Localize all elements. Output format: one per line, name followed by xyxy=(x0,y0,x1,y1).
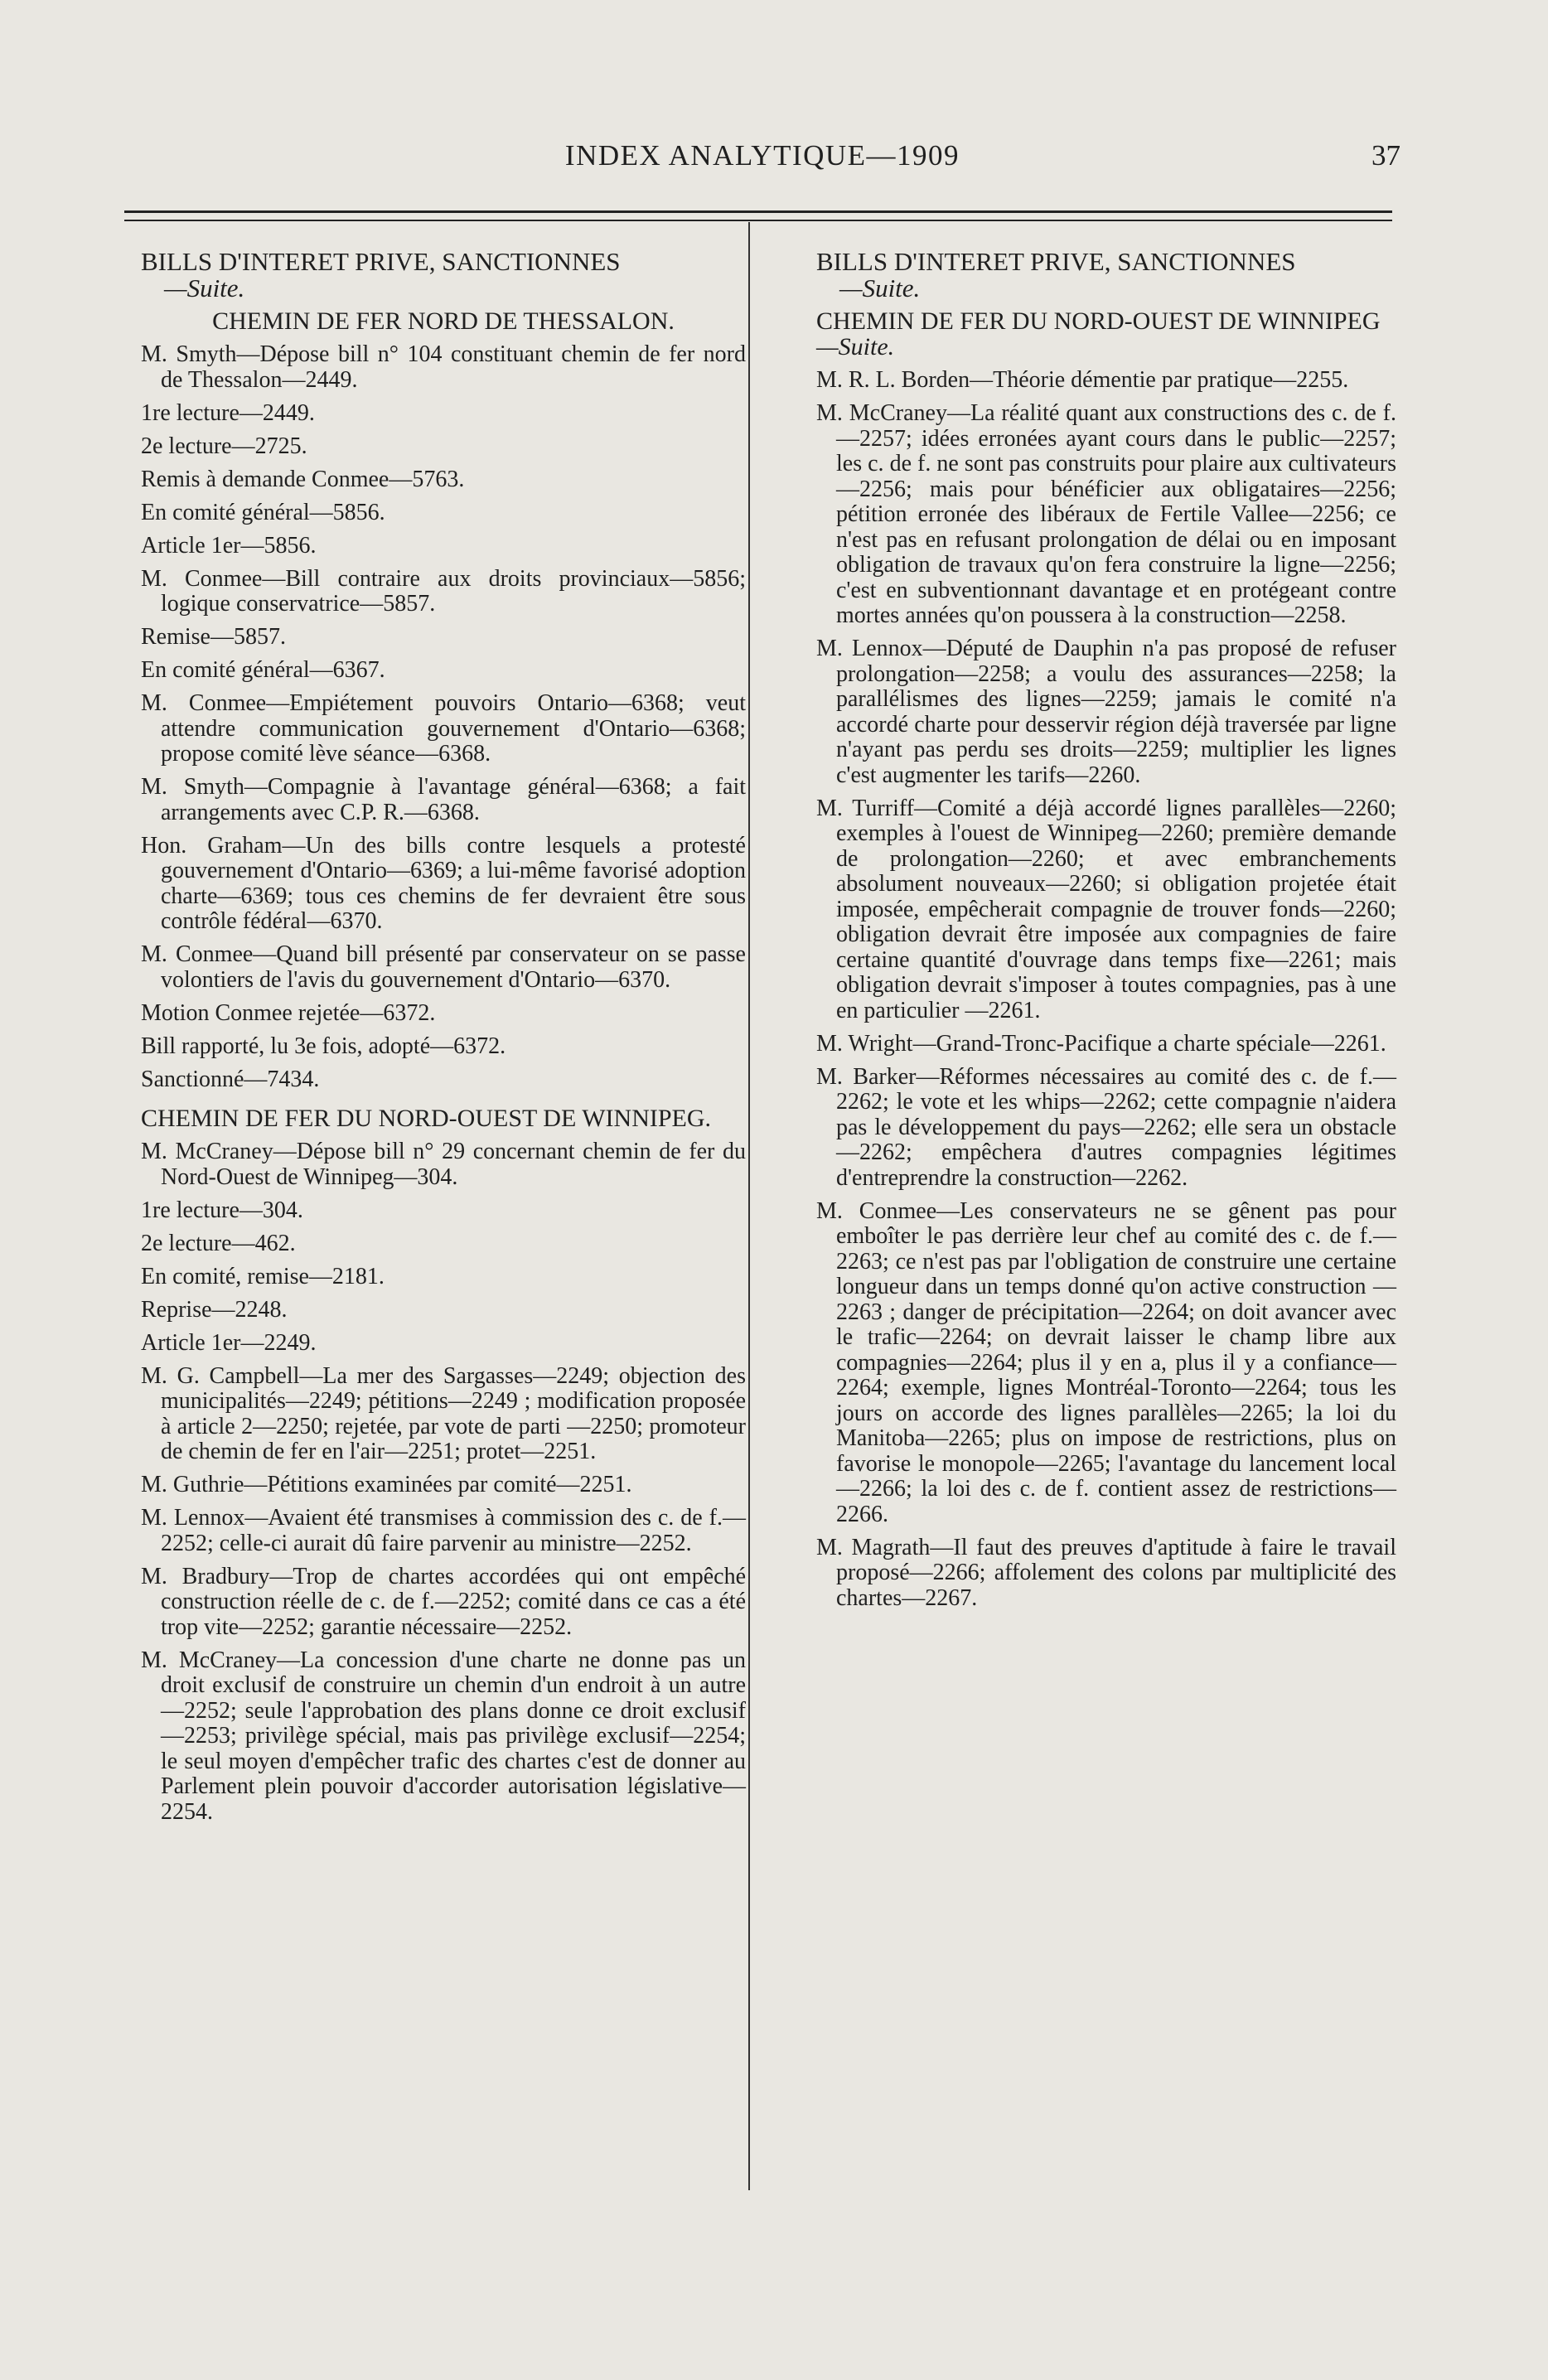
index-entry: M. McCraney—Dépose bill n° 29 concernant chemin de fer du Nord-Ouest de Winnipeg—304. xyxy=(141,1139,746,1190)
index-entry: M. Magrath—Il faut des preuves d'aptitude à faire le travail proposé—2266; affolement des colons par multiplicité des chartes—2267. xyxy=(816,1534,1396,1611)
index-entry: Reprise—2248. xyxy=(141,1296,288,1323)
index-entry: Remis à demande Conmee—5763. xyxy=(141,466,465,492)
subsection-heading: CHEMIN DE FER DU NORD-OUEST DE WINNIPEG. xyxy=(141,1105,712,1132)
index-entry: Sanctionné—7434. xyxy=(141,1066,320,1092)
index-entry: En comité général—5856. xyxy=(141,499,385,525)
index-entry: En comité général—6367. xyxy=(141,657,385,683)
index-entry: M. Smyth—Compagnie à l'avantage général—6368; a fait arrangements avec C.P. R.—6368. xyxy=(141,774,746,825)
index-entry: M. Wright—Grand-Tronc-Pacifique a charte spéciale—2261. xyxy=(816,1030,1386,1057)
index-entry: M. Barker—Réformes nécessaires au comité des c. de f.—2262; le vote et les whips—2262; cette compagnie n'aidera pas le développement du pays—2262; elle sera un obstacle—2262; empêchera d'autres compagnies légitimes d'entreprendre la construction—2262. xyxy=(816,1063,1396,1191)
index-entry: M. Lennox—Avaient été transmises à commission des c. de f.—2252; celle-ci aurait dû faire parvenir au ministre—2252. xyxy=(141,1505,746,1556)
section-suite: —Suite. xyxy=(164,273,245,302)
index-entry: M. R. L. Borden—Théorie démentie par pratique—2255. xyxy=(816,367,1349,393)
index-entry: M. Conmee—Empiétement pouvoirs Ontario—6368; veut attendre communication gouvernement d'Ontario—6368; propose comité lève séance—6368. xyxy=(141,690,746,767)
entry-list xyxy=(141,342,746,1092)
index-entry: 2e lecture—2725. xyxy=(141,433,307,459)
entry-list xyxy=(816,368,1396,1611)
section-suite: —Suite. xyxy=(839,273,921,302)
index-entry: Article 1er—2249. xyxy=(141,1329,317,1356)
index-entry: M. McCraney—La réalité quant aux constructions des c. de f.—2257; idées erronées ayant cours dans le public—2257; les c. de f. ne sont pas construits pour plaire aux cultivateurs—2256; mais pour bénéficier aux obligataires—2256; pétition erronée des libéraux de Fertile Vallee—2256; ce n'est pas en refusant prolongation de délai ou en imposant obligation de travaux qu'on fera construire la ligne—2256; c'est en subventionnant davantage et en protégeant contre mortes années qu'on poussera à la construction—2258. xyxy=(816,400,1396,628)
column-divider xyxy=(748,222,750,2190)
section-heading xyxy=(816,249,1396,302)
section-heading-text: BILLS D'INTERET PRIVE, SANCTIONNES xyxy=(816,247,1296,276)
index-entry: En comité, remise—2181. xyxy=(141,1263,385,1289)
page-title: INDEX ANALYTIQUE—1909 xyxy=(564,139,960,172)
index-entry: M. Turriff—Comité a déjà accordé lignes parallèles—2260; exemples à l'ouest de Winnipeg—2260; première demande de prolongation—2260; et avec embranchements absolument nouveaux—2260; si obligation projetée était imposée, empêcherait compagnie de trouver fonds—2260; obligation devrait être imposée aux compagnies de faire certaine quantité d'ouvrage dans temps fixe—2261; mais obligation devrait s'imposer à toutes compagnies, pas à une en particulier —2261. xyxy=(816,795,1396,1023)
section-heading xyxy=(141,249,746,302)
index-entry: M. G. Campbell—La mer des Sargasses—2249; objection des municipalités—2249; pétitions—2249 ; modification proposée à article 2—2250; rejetée, par vote de parti —2250; promoteur de chemin de fer en l'air—2251; protet—2251. xyxy=(141,1362,746,1464)
index-entry: M. Conmee—Les conservateurs ne se gênent pas pour emboîter le pas derrière leur chef au comité des c. de f.—2263; ce n'est pas par l'obligation de construire une certaine longueur dans un temps donné qu'on active construction —2263 ; danger de précipitation—2264; on doit avancer avec le trafic—2264; on devrait laisser le champ libre aux compagnies—2264; plus il y en a, plus il y a confiance—2264; exemple, lignes Montréal-Toronto—2264; tous les jours on accorde des lignes parallèles—2265; la loi du Manitoba—2265; plus on impose de restrictions, plus on favorise le monopole—2265; l'avantage du lancement local—2266; la loi des c. de f. contient assez de restrictions—2266. xyxy=(816,1197,1396,1527)
index-entry: 1re lecture—304. xyxy=(141,1197,303,1223)
index-entry: M. Conmee—Quand bill présenté par conservateur on se passe volontiers de l'avis du gouvernement d'Ontario—6370. xyxy=(141,941,746,993)
header-rule-top xyxy=(124,210,1392,213)
index-entry: Remise—5857. xyxy=(141,624,286,650)
index-entry: M. McCraney—La concession d'une charte ne donne pas un droit exclusif de construire un chemin d'un endroit à un autre —2252; seule l'approbation des plans donne ce droit exclusif—2253; privilège spécial, mais pas privilège exclusif—2254; le seul moyen d'empêcher trafic des chartes c'est de donner au Parlement plein pouvoir d'accorder autorisation législative—2254. xyxy=(141,1647,746,1825)
index-entry: 2e lecture—462. xyxy=(141,1230,296,1256)
index-entry: M. Lennox—Député de Dauphin n'a pas proposé de refuser prolongation—2258; a voulu des assurances—2258; la parallélismes des lignes—2259; jamais le comité n'a accordé charte pour desservir région déjà traversée par ligne n'ayant pas perdu ses droits—2259; multiplier les lignes c'est augmenter les tarifs—2260. xyxy=(816,636,1396,788)
index-entry: M. Conmee—Bill contraire aux droits provinciaux—5856; logique conservatrice—5857. xyxy=(141,565,746,617)
index-entry: M. Guthrie—Pétitions examinées par comité—2251. xyxy=(141,1472,632,1497)
index-entry: Hon. Graham—Un des bills contre lesquels a protesté gouvernement d'Ontario—6369; a lui-même favorisé adoption charte—6369; tous ces chemins de fer devraient être sous contrôle fédéral—6370. xyxy=(141,832,746,934)
index-entry: Motion Conmee rejetée—6372. xyxy=(141,999,436,1026)
index-entry: M. Smyth—Dépose bill n° 104 constituant chemin de fer nord de Thessalon—2449. xyxy=(141,341,746,393)
left-column xyxy=(141,249,746,1833)
section-heading-text: BILLS D'INTERET PRIVE, SANCTIONNES xyxy=(141,247,621,276)
running-head xyxy=(124,139,1400,176)
subsection-heading-text: CHEMIN DE FER DU NORD-OUEST DE WINNIPEG xyxy=(816,307,1381,335)
subsection-heading: CHEMIN DE FER NORD DE THESSALON. xyxy=(212,307,675,335)
subsection-suite: —Suite. xyxy=(816,333,895,360)
entry-list xyxy=(141,1139,746,1825)
header-rule-bottom xyxy=(124,220,1392,221)
index-entry: Bill rapporté, lu 3e fois, adopté—6372. xyxy=(141,1033,506,1059)
index-entry: Article 1er—5856. xyxy=(141,532,317,559)
index-entry: 1re lecture—2449. xyxy=(141,399,315,426)
right-column xyxy=(816,249,1396,1619)
page-number: 37 xyxy=(1371,139,1400,172)
index-entry: M. Bradbury—Trop de chartes accordées qui ont empêché construction réelle de c. de f.—2252; comité dans ce cas a été trop vite—2252; garantie nécessaire—2252. xyxy=(141,1563,746,1640)
subsection-heading xyxy=(816,308,1396,360)
